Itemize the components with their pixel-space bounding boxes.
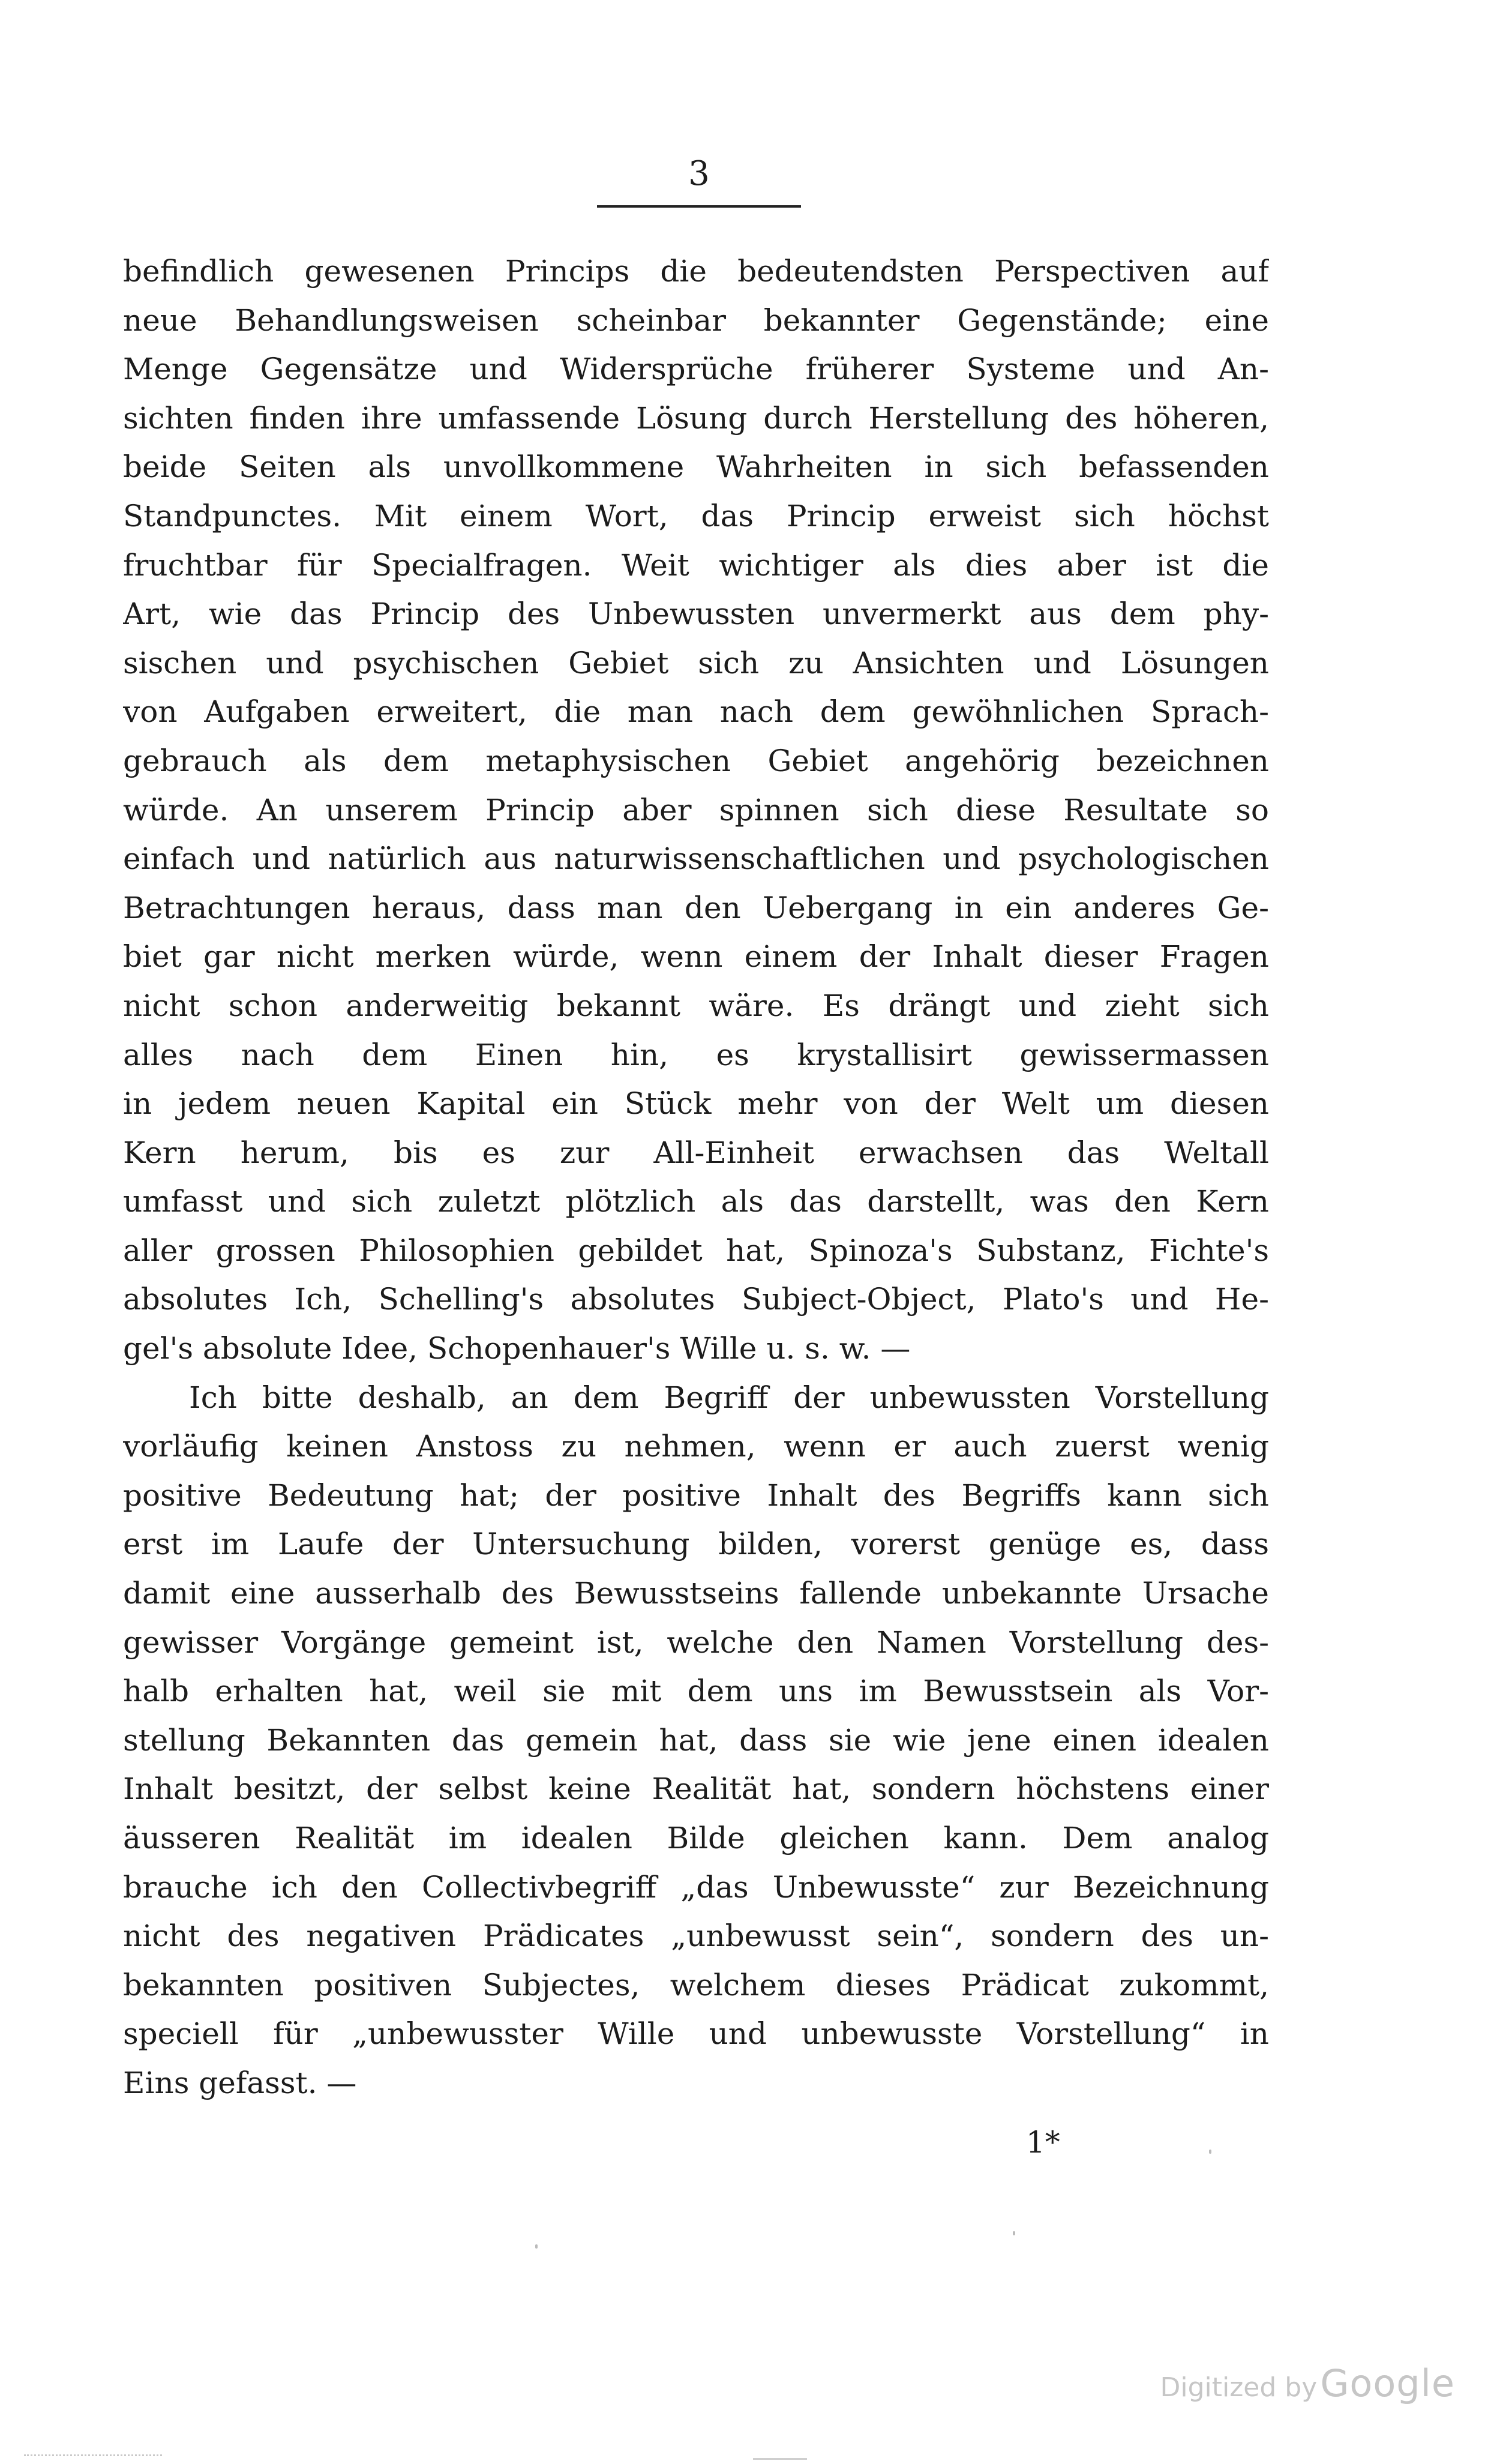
text-line: in jedem neuen Kapital ein Stück mehr von der Welt um diesen (123, 1086, 1269, 1122)
text-line: neue Behandlungsweisen scheinbar bekannter Gegenstände; eine (123, 302, 1269, 338)
text-line: stellung Bekannten das gemein hat, dass sie wie jene einen idealen (123, 1722, 1269, 1758)
text-line: Betrachtungen heraus, dass man den Uebergang in ein anderes Ge- (123, 890, 1269, 925)
watermark-brand: Google (1320, 2361, 1455, 2405)
text-line: umfasst und sich zuletzt plötzlich als das darstellt, was den Kern (123, 1184, 1269, 1219)
page-number: 3 (688, 154, 710, 193)
text-line: fruchtbar für Specialfragen. Weit wichtiger als dies aber ist die (123, 547, 1269, 583)
text-line: würde. An unserem Princip aber spinnen sich diese Resultate so (123, 792, 1269, 828)
body-text (123, 247, 1269, 2108)
text-line: alles nach dem Einen hin, es krystallisirt gewissermassen (123, 1037, 1269, 1072)
text-line: gel's absolute Idee, Schopenhauer's Wille u. s. w. — (123, 1331, 911, 1366)
text-line: beide Seiten als unvollkommene Wahrheiten in sich befassenden (123, 449, 1269, 485)
scan-speck (1209, 2150, 1211, 2154)
text-line: einfach und natürlich aus naturwissenschaftlichen und psychologischen (123, 841, 1269, 877)
text-line: Ich bitte deshalb, an dem Begriff der unbewussten Vorstellung (189, 1380, 1269, 1415)
text-line: Eins gefasst. — (123, 2065, 357, 2100)
text-line: damit eine ausserhalb des Bewusstseins fallende unbekannte Ursache (123, 1576, 1269, 1611)
text-line: vorläufig keinen Anstoss zu nehmen, wenn er auch zuerst wenig (123, 1429, 1269, 1464)
text-line: gewisser Vorgänge gemeint ist, welche den Namen Vorstellung des- (123, 1624, 1269, 1660)
text-line: nicht schon anderweitig bekannt wäre. Es drängt und zieht sich (123, 988, 1269, 1023)
text-line: von Aufgaben erweitert, die man nach dem gewöhnlichen Sprach- (123, 694, 1269, 730)
text-line: sischen und psychischen Gebiet sich zu Ansichten und Lösungen (123, 645, 1269, 681)
digitized-watermark (1160, 2361, 1455, 2405)
text-line: äusseren Realität im idealen Bilde gleichen kann. Dem analog (123, 1821, 1269, 1856)
scan-speck (1013, 2231, 1015, 2235)
text-line: aller grossen Philosophien gebildet hat, Spinoza's Substanz, Fichte's (123, 1233, 1269, 1268)
text-line: sichten finden ihre umfassende Lösung durch Herstellung des höheren, (123, 400, 1269, 436)
scan-edge-marks (24, 2454, 162, 2459)
text-line: bekannten positiven Subjectes, welchem dieses Prädicat zukommt, (123, 1967, 1269, 2003)
signature-mark: 1* (1026, 2125, 1060, 2160)
text-line: Menge Gegensätze und Widersprüche früherer Systeme und An- (123, 352, 1269, 387)
text-line: halb erhalten hat, weil sie mit dem uns im Bewusstsein als Vor- (123, 1674, 1269, 1709)
text-line: Inhalt besitzt, der selbst keine Realität hat, sondern höchstens einer (123, 1771, 1269, 1807)
text-line: gebrauch als dem metaphysischen Gebiet angehörig bezeichnen (123, 743, 1269, 778)
text-line: nicht des negativen Prädicates „unbewusst sein“, sondern des un- (123, 1919, 1269, 1954)
text-line: brauche ich den Collectivbegriff „das Unbewusste“ zur Bezeichnung (123, 1869, 1269, 1905)
scan-edge-rule (753, 2458, 807, 2460)
scan-speck (535, 2244, 538, 2249)
text-line: erst im Laufe der Untersuchung bilden, vorerst genüge es, dass (123, 1527, 1269, 1562)
text-line: speciell für „unbewusster Wille und unbewusste Vorstellung“ in (123, 2016, 1269, 2052)
text-line: absolutes Ich, Schelling's absolutes Subject-Object, Plato's und He- (123, 1282, 1269, 1317)
text-line: positive Bedeutung hat; der positive Inhalt des Begriffs kann sich (123, 1477, 1269, 1513)
watermark-prefix: Digitized by (1160, 2372, 1318, 2403)
text-line: Kern herum, bis es zur All-Einheit erwachsen das Weltall (123, 1135, 1269, 1170)
text-line: biet gar nicht merken würde, wenn einem der Inhalt dieser Fragen (123, 939, 1269, 975)
text-line: Art, wie das Princip des Unbewussten unvermerkt aus dem phy- (123, 596, 1269, 632)
text-line: befindlich gewesenen Princips die bedeutendsten Perspectiven auf (123, 254, 1269, 289)
page-number-rule (597, 205, 801, 208)
text-line: Standpunctes. Mit einem Wort, das Princip erweist sich höchst (123, 498, 1269, 533)
